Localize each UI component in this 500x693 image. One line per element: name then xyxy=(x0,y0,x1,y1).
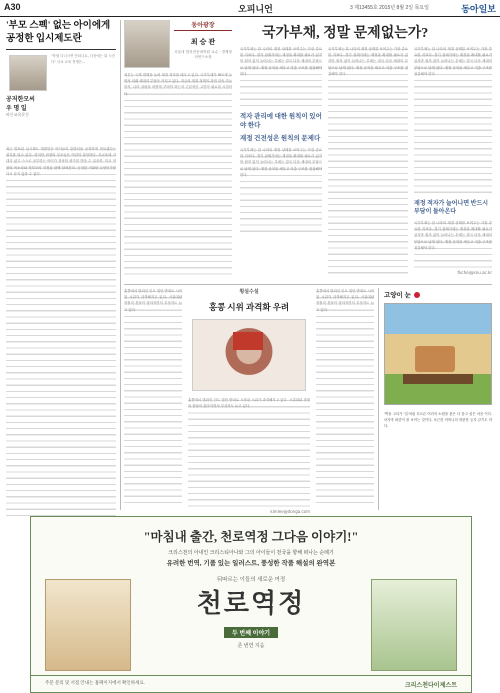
editorial-photo xyxy=(192,319,306,391)
issue-date: 3 제13455호 2015년 8월 2일 목요일 xyxy=(350,5,429,11)
author-photo xyxy=(9,55,47,91)
left-column-body: 최근 발표된 입시제도 개편안은 아이들의 출발선을 공정하게 만들겠다는 취지를 담고 있다. 하지만 현장의 부모들은 여전히 불안하다. 사교육에 기대지 않고 스스로 공부하는 아이가 정당한 평가를 받을 수 있을까. 학교 현장의 목소리와 학부모의 걱정을 함께 살펴본다. 공정한 기회란 무엇인가를 다시 묻지 않을 수 없다. xyxy=(6,146,116,516)
editorial-box-headline: 홍콩 시위 과격화 우려 xyxy=(208,302,290,312)
author-name: 우 명 일 xyxy=(6,106,27,112)
author-title: 공저한모씨 xyxy=(6,97,35,103)
ad-book-subtitle: 두 번째 이야기 xyxy=(224,627,278,638)
columnist-name: 최 승 관 xyxy=(190,39,216,46)
highlight-quote-2: 재정 건전성은 원칙의 문제다 xyxy=(240,135,321,142)
ad-subline-2: 유려한 번역, 기품 있는 일러스트, 풍성한 작품 해설의 완역본 xyxy=(166,560,336,567)
ad-footer: 주문 문의 및 서점 안내는 홈페이지에서 확인하세요. xyxy=(45,680,146,685)
ad-tagline: 뒤따르는 이들의 새로운 여정 xyxy=(216,577,286,583)
page-number: A30 xyxy=(4,2,21,12)
left-column-title-1: '부모 스펙' 없는 아이에게 xyxy=(6,21,111,31)
right-column-email: tkchoi@snu.ac.kr xyxy=(457,270,492,275)
cartoon-box xyxy=(384,290,492,510)
column-label: 동아광장 xyxy=(174,20,232,31)
newspaper-logo: 동아일보 xyxy=(461,4,496,14)
cat-eye-icon xyxy=(414,292,420,298)
section-title: 오피니언 xyxy=(238,4,273,14)
page-header xyxy=(0,0,500,17)
ad-subline-1: 크리스천의 아내인 크리스티아나와 그의 아이들이 천국을 향해 떠나는 순례기 xyxy=(168,550,334,556)
book-cover-right xyxy=(371,579,457,671)
columnist-photo xyxy=(124,20,170,68)
book-advertisement xyxy=(30,516,472,693)
editorial-box-email: kimlee@donga.com xyxy=(270,509,310,514)
book-cover-left xyxy=(45,579,131,671)
left-column-lead: "학원 다니시면 안되나요, 다음에는 뭐 시킨다" 사교 교육 경쟁은… xyxy=(51,54,115,65)
left-column xyxy=(6,20,116,510)
publisher-logo: 크리스천다이제스트 xyxy=(404,683,457,689)
columnist-title: 서울대 법학전문대학원 교수 · 경제정의연구소장 xyxy=(174,50,232,59)
cartoon-illustration xyxy=(384,303,492,405)
highlight-quote-3: 재정 적자가 늘어나면 반드시 부담이 돌아온다 xyxy=(414,201,489,215)
flag-icon xyxy=(233,332,263,350)
editorial-box: 홍콩에서 범죄인 인도 법안 반대로 시작된 시위가 과격해지고 있다. 시위대와 경찰의 충돌이 잦아지면서 부상자도 늘고 있다. 횡설수설 홍콩 시위 과격화 우려 홍콩에서 범죄인 인도 법안 반대로 시작된 시위가 과격해지고 있다. 시위대와 경찰의 충돌이 잦아지면서 부상자도 늘고 있다. kimlee@donga.com 홍콩에서 범죄인 인도 법안 반대로 시작된 시위가 과격해지고 있다. 시위대와 경찰의 충돌이 잦아지면서 부상자도 늘고 있다. xyxy=(124,289,374,514)
left-column-title-2: 공정한 입시제도란 xyxy=(6,34,82,44)
middle-column xyxy=(124,20,232,280)
middle-column-body: 정부는 국채 발행을 늘려 재정 적자를 메우고 있다. 국가부채가 빠르게 늘면서 미래 세대의 부담은 커지고 있다. 지금의 재정 정책이 과연 지속 가능한지, 나라 살림을 어떻게 꾸려야 하는지 근본적인 고민이 필요한 시점이다. xyxy=(124,72,232,277)
cartoon-caption: '벽돌 고리가 '설'처럼 푸르른 어리석 소원을 품은 다 꽃고 싶은 마음 이다. 마지막 퍼즐이 잘 보이는 것이다. 포근한 어머니의 따뜻한 둥지 같기도 하다. xyxy=(384,412,492,429)
right-column-headline: 국가부채, 정말 문제없는가? xyxy=(262,26,429,41)
right-column: 국가부채, 정말 문제없는가? 국가부채는 한 나라의 재정 상태를 보여주는 가장 중요한 지표다. 경기 침체기에는 재정을 확대할 필요가 있지만 원칙 없이 늘어나는 부채는 결국 다음 세대의 부담으로 남게 된다. 재정 준칙을 세우고 지출 구조를 점검해야 한다. 적자 관리에 대한 원칙이 있어야 한다 재정 건전성은 원칙의 문제다 국가부채는 한 나라의 재정 상태를 보여주는 가장 중요한 지표다. 경기 침체기에는 재정을 확대할 필요가 있지만 원칙 없이 늘어나는 부채는 결국 다음 세대의 부담으로 남게 된다. 재정 준칙을 세우고 지출 구조를 점검해야 한다. 국가부채는 한 나라의 재정 상태를 보여주는 가장 중요한 지표다. 경기 침체기에는 재정을 확대할 필요가 있지만 원칙 없이 늘어나는 부채는 결국 다음 세대의 부담으로 남게 된다. 재정 준칙을 세우고 지출 구조를 점검해야 한다. 국가부채는 한 나라의 재정 상태를 보여주는 가장 중요한 지표다. 경기 침체기에는 재정을 확대할 필요가 있지만 원칙 없이 늘어나는 부채는 결국 다음 세대의 부담으로 남게 된다. 재정 준칙을 세우고 지출 구조를 점검해야 한다. 재정 적자가 늘어나면 반드시 부담이 돌아온다 국가부채는 한 나라의 재정 상태를 보여주는 가장 중요한 지표다. 경기 침체기에는 재정을 확대할 필요가 있지만 원칙 없이 늘어나는 부채는 결국 다음 세대의 부담으로 남게 된다. 재정 준칙을 세우고 지출 구조를 점검해야 한다. tkchoi@snu.ac.kr xyxy=(240,20,492,280)
cartoon-title: 고양이 눈 xyxy=(384,292,411,299)
ad-author: 존 번연 지음 xyxy=(237,643,265,649)
author-org: 바른교육운동 xyxy=(6,112,30,117)
editorial-box-label: 횡설수설 xyxy=(239,289,259,295)
ad-book-title: 천로역정 xyxy=(196,589,306,618)
ad-headline: "마침내 출간, 천로역정 그다음 이야기!" xyxy=(143,530,359,544)
highlight-quote-1: 적자 관리에 대한 원칙이 있어야 한다 xyxy=(240,113,322,129)
